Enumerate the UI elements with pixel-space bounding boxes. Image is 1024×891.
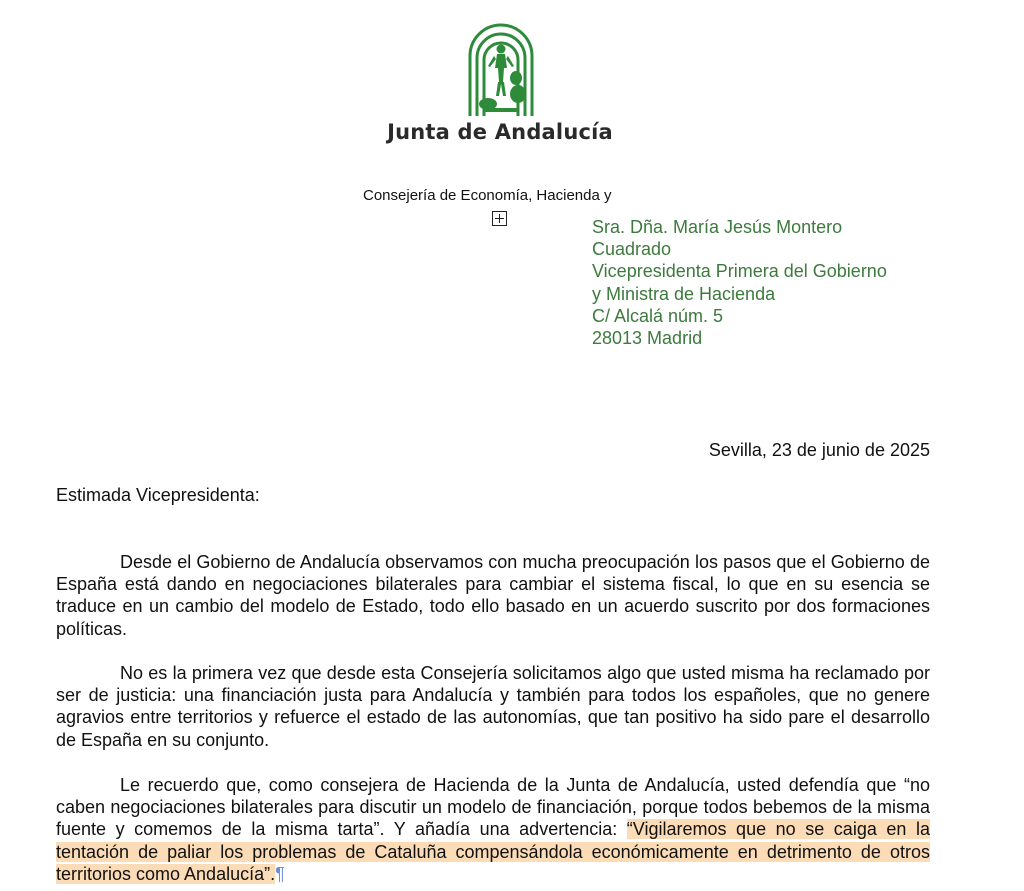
recipient-line: Sra. Dña. María Jesús Montero xyxy=(592,217,843,237)
brand-name: Junta de Andalucía xyxy=(387,120,613,144)
recipient-line: Vicepresidenta Primera del Gobierno xyxy=(592,261,887,282)
paragraph-3-text: Le recuerdo que, como consejera de Hacienda de la Junta de Andalucía, usted defendía que “no caben negociaciones bilaterales para discutir un modelo de financiación, porque todos bebemos de la misma fuente y comemos de la misma tarta”. Y añadía una advertencia: xyxy=(56,775,930,840)
recipient-line: y Ministra de Hacienda xyxy=(592,283,776,304)
paragraph-2 xyxy=(56,662,930,751)
paragraph-2-text: No es la primera vez que desde esta Consejería solicitamos algo que usted misma ha reclamado por ser de justicia: una financiación justa para Andalucía y también para todos los españoles, que no genere agravios entre territorios y refuerce el estado de las autonomías, que tan positivo ha sido pare el desarrollo de España en su conjunto. xyxy=(56,663,930,750)
recipient-line: C/ Alcalá núm. 5 xyxy=(592,305,724,326)
paragraph-1-text: Desde el Gobierno de Andalucía observamos con mucha preocupación los pasos que el Gobierno de España está dando en negociaciones bilaterales para cambiar el sistema fiscal, lo que en su esencia se traduce en un cambio del modelo de Estado, todo ello basado en un acuerdo suscrito por dos formaciones políticas. xyxy=(56,552,930,639)
paragraph-3 xyxy=(56,774,930,885)
expand-anchor-icon[interactable] xyxy=(492,211,507,226)
recipient-line: Cuadrado xyxy=(592,239,672,260)
pilcrow-mark: ¶ xyxy=(275,863,285,884)
recipient-line: 28013 Madrid xyxy=(592,328,703,349)
junta-andalucia-logo xyxy=(466,18,536,118)
department-line: Consejería de Economía, Hacienda y xyxy=(363,187,612,204)
recipient-address xyxy=(592,216,887,349)
letter-date: Sevilla, 23 de junio de 2025 xyxy=(708,440,930,460)
highlighted-quote[interactable]: “Vigilaremos que no se caiga en la tentación de paliar los problemas de Cataluña compensándola económicamente en detrimento de otros territorios como Andalucía”. xyxy=(56,819,930,884)
letter-greeting: Estimada Vicepresidenta: xyxy=(56,485,260,505)
paragraph-1 xyxy=(56,551,930,640)
